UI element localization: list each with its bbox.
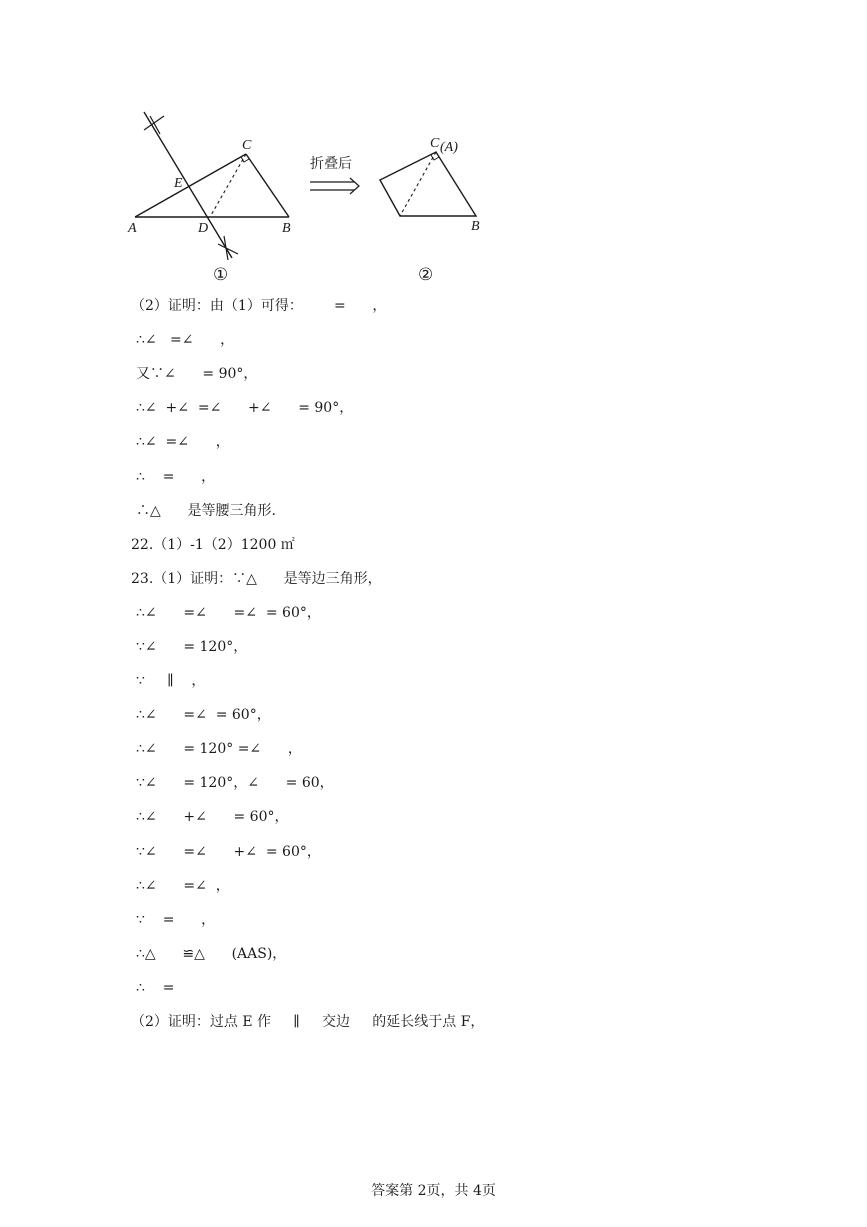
proof-line: ∴∠ =∠ ，: [136, 434, 230, 450]
arrow-head-icon: [350, 178, 359, 194]
proof-line: ∴△ ≌△ (AAS)，: [136, 946, 287, 962]
answer-23-part-2: （2）证明：过点 E 作 ∥ 交边 的延长线于点 F，: [131, 1014, 485, 1030]
proof-line: ∵ ∥ ，: [136, 673, 206, 689]
label-d: D: [198, 221, 209, 236]
proof-line: ∵∠ = 120°，: [136, 639, 248, 655]
caption-figure-2: ②: [418, 265, 434, 285]
proof-line: ∴ =: [136, 980, 175, 996]
figure-2: [380, 136, 480, 285]
side-bc: [246, 154, 289, 217]
answer-23-heading: 23.（1）证明：∵△ 是等边三角形，: [131, 571, 382, 587]
proof-line: 又∵∠ = 90°，: [136, 366, 258, 382]
label-b-folded: B: [471, 219, 480, 234]
label-a-folded: (A): [440, 140, 458, 155]
proof-line: ∴∠ +∠ =∠ +∠ = 90°，: [136, 400, 354, 416]
proof-line: ∴∠ =∠ ，: [136, 332, 235, 348]
label-a: A: [128, 221, 137, 236]
proof-line: ∴∠ =∠ =∠ = 60°，: [136, 605, 321, 621]
page-footer: 答案第 2页，共 4页: [371, 1183, 496, 1199]
side-ac: [135, 154, 246, 217]
answer-22: 22.（1）-1（2）1200 ㎡: [131, 537, 295, 553]
proof-line: ∴∠ = 120° =∠ ，: [136, 741, 302, 757]
geometry-figure-svg: [100, 100, 520, 290]
label-c: C: [242, 138, 252, 153]
label-c-folded: C: [430, 136, 440, 151]
proof-line: ∵ = ，: [136, 912, 216, 928]
caption-figure-1: ①: [213, 265, 229, 285]
proof-line: （2）证明：由（1）可得： = ，: [131, 298, 387, 314]
figure-1: [127, 112, 291, 285]
arrow-label: 折叠后: [310, 156, 352, 172]
proof-line: ∴ = ，: [136, 469, 216, 485]
proof-line: ∴∠ +∠ = 60°，: [136, 809, 289, 825]
arc-mark-bottom-2: [224, 236, 228, 260]
fold-arrow: [310, 155, 359, 194]
folded-shape: [380, 152, 476, 216]
proof-line: ∴∠ =∠ ，: [136, 878, 230, 894]
geometry-figure: [100, 100, 520, 290]
label-b: B: [282, 221, 291, 236]
bisector-line: [144, 112, 232, 258]
proof-line: ∴△ 是等腰三角形.: [136, 503, 276, 519]
proof-line: ∴∠ =∠ = 60°，: [136, 707, 271, 723]
label-e: E: [174, 176, 183, 191]
proof-line: ∵∠ =∠ +∠ = 60°，: [136, 844, 321, 860]
proof-line: ∵∠ = 120°，∠ = 60，: [136, 775, 334, 791]
